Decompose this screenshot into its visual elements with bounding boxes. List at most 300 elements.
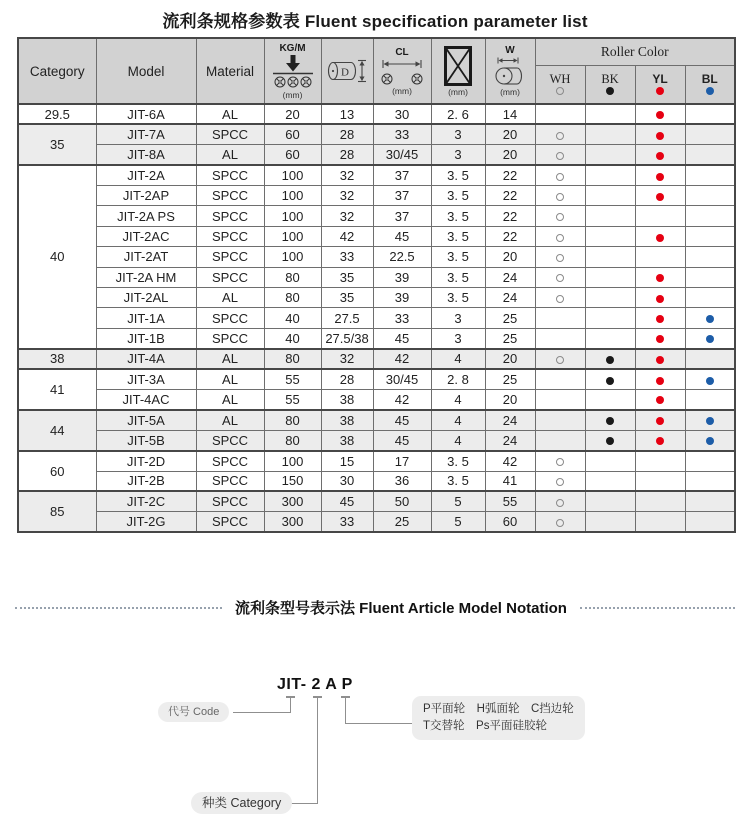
table-row	[18, 349, 735, 369]
cell-t: 3. 5	[431, 165, 485, 185]
cell-d: 32	[321, 165, 373, 185]
cell-d: 13	[321, 104, 373, 124]
cell-color-yl	[635, 410, 685, 430]
cell-t: 3. 5	[431, 247, 485, 267]
cell-color-yl	[635, 308, 685, 328]
table-row	[18, 124, 735, 144]
cell-d: 28	[321, 369, 373, 389]
cell-color-wh	[535, 267, 585, 287]
cell-kgm: 80	[264, 430, 321, 450]
cell-color-bk	[585, 267, 635, 287]
cell-color-bl	[685, 124, 735, 144]
connector-line	[345, 697, 346, 724]
cell-category: 29.5	[18, 104, 96, 124]
cell-material: AL	[196, 410, 264, 430]
table-row	[18, 430, 735, 450]
cell-kgm: 80	[264, 288, 321, 308]
cell-category: 41	[18, 369, 96, 410]
cell-color-wh	[535, 104, 585, 124]
cell-color-bl	[685, 410, 735, 430]
cell-color-wh	[535, 328, 585, 348]
cell-cl: 36	[373, 471, 431, 491]
col-header-wh: WH	[535, 65, 585, 104]
cell-color-bk	[585, 226, 635, 246]
cell-d: 32	[321, 186, 373, 206]
cell-color-bk	[585, 288, 635, 308]
cell-color-yl	[635, 288, 685, 308]
cell-t: 3. 5	[431, 267, 485, 287]
cell-w: 22	[485, 186, 535, 206]
cell-material: AL	[196, 349, 264, 369]
yl-dot	[656, 193, 664, 201]
cell-cl: 45	[373, 226, 431, 246]
col-header-roller-color: Roller Color	[535, 38, 735, 65]
cell-w: 24	[485, 410, 535, 430]
cell-kgm: 80	[264, 267, 321, 287]
cell-w: 22	[485, 165, 535, 185]
col-header-load-capacity	[264, 38, 321, 104]
cell-color-bl	[685, 451, 735, 471]
cell-color-bk	[585, 471, 635, 491]
w-label: W	[505, 45, 515, 56]
col-header-width	[485, 38, 535, 104]
wh-dot	[556, 499, 564, 507]
bl-dot	[706, 315, 714, 323]
cell-kgm: 55	[264, 369, 321, 389]
cell-model: JIT-2B	[96, 471, 196, 491]
cell-color-yl	[635, 104, 685, 124]
table-row	[18, 451, 735, 471]
cell-color-bl	[685, 247, 735, 267]
cell-color-yl	[635, 226, 685, 246]
bk-dot	[606, 356, 614, 364]
cell-category: 38	[18, 349, 96, 369]
cell-color-yl	[635, 471, 685, 491]
cell-t: 3. 5	[431, 471, 485, 491]
col-header-profile	[431, 38, 485, 104]
cell-w: 41	[485, 471, 535, 491]
cell-color-bk	[585, 145, 635, 165]
cell-kgm: 40	[264, 328, 321, 348]
cell-t: 3. 5	[431, 186, 485, 206]
cell-color-bk	[585, 186, 635, 206]
cell-model: JIT-2A HM	[96, 267, 196, 287]
roller-width-icon	[493, 57, 527, 87]
cell-model: JIT-2G	[96, 512, 196, 532]
cell-color-wh	[535, 389, 585, 409]
cell-color-bk	[585, 165, 635, 185]
cell-d: 35	[321, 267, 373, 287]
cell-t: 3. 5	[431, 226, 485, 246]
yl-dot	[656, 356, 664, 364]
dotted-divider-right	[580, 607, 735, 609]
cell-t: 3	[431, 328, 485, 348]
cell-color-yl	[635, 206, 685, 226]
cell-color-wh	[535, 247, 585, 267]
cell-kgm: 55	[264, 389, 321, 409]
cell-color-yl	[635, 186, 685, 206]
cell-color-bk	[585, 451, 635, 471]
wh-dot	[556, 152, 564, 160]
cell-model: JIT-1B	[96, 328, 196, 348]
cell-color-bl	[685, 186, 735, 206]
bl-dot	[706, 417, 714, 425]
rail-cross-section-icon	[443, 45, 473, 87]
wh-dot	[556, 213, 564, 221]
col-header-material: Material	[196, 38, 264, 104]
cell-color-bl	[685, 288, 735, 308]
model-code-example: JIT- 2 A P	[277, 676, 353, 693]
yl-dot	[656, 417, 664, 425]
col-header-model: Model	[96, 38, 196, 104]
bk-dot	[606, 377, 614, 385]
cell-material: SPCC	[196, 430, 264, 450]
yl-dot	[656, 173, 664, 181]
cell-material: SPCC	[196, 512, 264, 532]
cell-color-yl	[635, 512, 685, 532]
cell-color-bl	[685, 206, 735, 226]
cell-w: 14	[485, 104, 535, 124]
connector-line	[345, 723, 412, 724]
bk-dot	[606, 437, 614, 445]
cell-model: JIT-2AL	[96, 288, 196, 308]
cell-material: AL	[196, 288, 264, 308]
cell-cl: 30/45	[373, 369, 431, 389]
table-row	[18, 226, 735, 246]
cell-cl: 33	[373, 124, 431, 144]
cell-w: 42	[485, 451, 535, 471]
cell-d: 28	[321, 124, 373, 144]
cell-material: SPCC	[196, 471, 264, 491]
bl-dot	[706, 437, 714, 445]
cell-cl: 39	[373, 267, 431, 287]
cell-color-bk	[585, 124, 635, 144]
yl-dot	[656, 274, 664, 282]
cell-w: 24	[485, 430, 535, 450]
cell-w: 22	[485, 206, 535, 226]
cell-d: 27.5	[321, 308, 373, 328]
cell-cl: 45	[373, 328, 431, 348]
cell-color-wh	[535, 206, 585, 226]
wh-dot	[556, 356, 564, 364]
cell-color-bk	[585, 104, 635, 124]
cell-color-bl	[685, 491, 735, 511]
header-row-main	[18, 38, 735, 65]
table-row	[18, 410, 735, 430]
cell-t: 5	[431, 512, 485, 532]
table-row	[18, 267, 735, 287]
cell-model: JIT-4AC	[96, 389, 196, 409]
cell-material: SPCC	[196, 226, 264, 246]
table-row	[18, 308, 735, 328]
cell-t: 3	[431, 308, 485, 328]
cell-kgm: 60	[264, 124, 321, 144]
cell-model: JIT-2D	[96, 451, 196, 471]
col-header-bl: BL	[685, 65, 735, 104]
cell-d: 38	[321, 410, 373, 430]
cell-kgm: 100	[264, 226, 321, 246]
load-capacity-rollers-icon	[270, 55, 316, 90]
table-row	[18, 512, 735, 532]
cell-color-wh	[535, 308, 585, 328]
cell-color-bl	[685, 430, 735, 450]
table-row	[18, 165, 735, 185]
yl-dot	[656, 377, 664, 385]
cell-color-yl	[635, 124, 685, 144]
cell-t: 2. 8	[431, 369, 485, 389]
cell-d: 33	[321, 512, 373, 532]
cell-color-wh	[535, 430, 585, 450]
cell-color-bl	[685, 369, 735, 389]
blue-dot-icon	[706, 87, 714, 95]
cell-kgm: 100	[264, 451, 321, 471]
cell-t: 3	[431, 145, 485, 165]
cell-color-yl	[635, 145, 685, 165]
cell-color-yl	[635, 491, 685, 511]
yl-dot	[656, 132, 664, 140]
table-row	[18, 369, 735, 389]
cell-w: 25	[485, 328, 535, 348]
cell-kgm: 80	[264, 410, 321, 430]
cell-color-wh	[535, 369, 585, 389]
yl-dot	[656, 437, 664, 445]
cell-d: 15	[321, 451, 373, 471]
cell-material: SPCC	[196, 165, 264, 185]
cell-color-yl	[635, 165, 685, 185]
table-row	[18, 145, 735, 165]
cell-kgm: 80	[264, 349, 321, 369]
white-circle-icon	[556, 87, 564, 95]
cell-cl: 25	[373, 512, 431, 532]
bl-dot	[706, 335, 714, 343]
cell-model: JIT-2AT	[96, 247, 196, 267]
code-label: 代号 Code	[158, 702, 229, 722]
cell-model: JIT-2AP	[96, 186, 196, 206]
roller-center-distance-icon	[377, 59, 427, 86]
wheel-type-line1: P平面轮 H弧面轮 C挡边轮	[423, 703, 574, 715]
cell-model: JIT-7A	[96, 124, 196, 144]
cell-color-bk	[585, 389, 635, 409]
cell-material: SPCC	[196, 451, 264, 471]
page-title: 流利条规格参数表 Fluent specification parameter list	[162, 12, 588, 31]
cell-model: JIT-5B	[96, 430, 196, 450]
cell-color-wh	[535, 288, 585, 308]
cell-kgm: 60	[264, 145, 321, 165]
svg-text:D: D	[341, 66, 349, 79]
cell-d: 28	[321, 145, 373, 165]
cell-category: 35	[18, 124, 96, 165]
cell-material: AL	[196, 389, 264, 409]
cell-color-yl	[635, 430, 685, 450]
cell-kgm: 100	[264, 165, 321, 185]
yl-dot	[656, 335, 664, 343]
cell-d: 32	[321, 349, 373, 369]
wh-dot	[556, 458, 564, 466]
cell-color-bl	[685, 328, 735, 348]
cell-material: SPCC	[196, 328, 264, 348]
cell-kgm: 100	[264, 186, 321, 206]
cell-model: JIT-5A	[96, 410, 196, 430]
cell-color-bk	[585, 349, 635, 369]
yl-dot	[656, 396, 664, 404]
cell-t: 5	[431, 491, 485, 511]
cell-model: JIT-2C	[96, 491, 196, 511]
cell-color-bl	[685, 389, 735, 409]
black-dot-icon	[606, 87, 614, 95]
cell-kgm: 100	[264, 206, 321, 226]
cell-color-bk	[585, 247, 635, 267]
section2-header	[15, 597, 735, 618]
col-header-diameter	[321, 38, 373, 104]
cell-t: 4	[431, 410, 485, 430]
bl-dot	[706, 377, 714, 385]
connector-line	[290, 697, 291, 713]
cell-color-yl	[635, 349, 685, 369]
cell-d: 45	[321, 491, 373, 511]
cell-cl: 33	[373, 308, 431, 328]
table-row	[18, 247, 735, 267]
table-row	[18, 104, 735, 124]
cell-color-yl	[635, 267, 685, 287]
section2-title: 流利条型号表示法 Fluent Article Model Notation	[235, 600, 567, 617]
cell-color-yl	[635, 369, 685, 389]
cell-cl: 42	[373, 389, 431, 409]
cell-kgm: 20	[264, 104, 321, 124]
red-dot-icon	[656, 87, 664, 95]
cell-d: 27.5/38	[321, 328, 373, 348]
cell-model: JIT-1A	[96, 308, 196, 328]
cell-t: 4	[431, 389, 485, 409]
cell-color-wh	[535, 226, 585, 246]
cell-material: SPCC	[196, 206, 264, 226]
w-unit: (mm)	[500, 87, 520, 97]
cell-color-bk	[585, 491, 635, 511]
cell-color-wh	[535, 512, 585, 532]
cell-color-bl	[685, 145, 735, 165]
cell-color-bk	[585, 410, 635, 430]
cell-t: 3. 5	[431, 206, 485, 226]
cell-material: AL	[196, 145, 264, 165]
cell-d: 42	[321, 226, 373, 246]
wh-dot	[556, 295, 564, 303]
cell-model: JIT-2A	[96, 165, 196, 185]
kgm-label: KG/M	[279, 42, 306, 54]
cell-cl: 45	[373, 430, 431, 450]
cell-w: 20	[485, 124, 535, 144]
cell-color-yl	[635, 451, 685, 471]
cell-material: SPCC	[196, 308, 264, 328]
connector-line	[317, 697, 318, 804]
cell-material: AL	[196, 104, 264, 124]
col-header-yl: YL	[635, 65, 685, 104]
cell-kgm: 40	[264, 308, 321, 328]
cell-w: 24	[485, 267, 535, 287]
wh-dot	[556, 478, 564, 486]
kgm-unit: (mm)	[282, 89, 303, 100]
cell-color-wh	[535, 410, 585, 430]
cell-w: 20	[485, 349, 535, 369]
cell-color-bk	[585, 328, 635, 348]
category-label: 种类 Category	[191, 792, 292, 814]
cell-w: 25	[485, 369, 535, 389]
yl-dot	[656, 152, 664, 160]
table-row	[18, 328, 735, 348]
cell-d: 33	[321, 247, 373, 267]
cell-color-yl	[635, 389, 685, 409]
cell-color-wh	[535, 145, 585, 165]
cell-w: 55	[485, 491, 535, 511]
cell-cl: 42	[373, 349, 431, 369]
cell-cl: 45	[373, 410, 431, 430]
cell-kgm: 100	[264, 247, 321, 267]
cell-color-bk	[585, 308, 635, 328]
cell-color-wh	[535, 451, 585, 471]
col-header-center-distance	[373, 38, 431, 104]
cell-d: 38	[321, 389, 373, 409]
cell-cl: 50	[373, 491, 431, 511]
wh-dot	[556, 173, 564, 181]
wh-dot	[556, 254, 564, 262]
cell-material: SPCC	[196, 124, 264, 144]
cell-color-wh	[535, 471, 585, 491]
cell-model: JIT-2A PS	[96, 206, 196, 226]
cell-w: 60	[485, 512, 535, 532]
yl-dot	[656, 315, 664, 323]
bk-dot	[606, 417, 614, 425]
cell-model: JIT-4A	[96, 349, 196, 369]
wh-dot	[556, 274, 564, 282]
table-row	[18, 389, 735, 409]
yl-dot	[656, 234, 664, 242]
cell-cl: 37	[373, 186, 431, 206]
spec-table	[17, 37, 736, 533]
wheel-type-line2: T交替轮 Ps平面硅胶轮	[423, 720, 547, 732]
table-row	[18, 186, 735, 206]
cl-unit: (mm)	[392, 85, 412, 96]
cell-color-bl	[685, 512, 735, 532]
cell-w: 24	[485, 288, 535, 308]
cell-material: SPCC	[196, 491, 264, 511]
cell-t: 4	[431, 430, 485, 450]
cell-color-yl	[635, 247, 685, 267]
cell-w: 20	[485, 389, 535, 409]
cell-t: 4	[431, 349, 485, 369]
cell-t: 3	[431, 124, 485, 144]
cell-w: 20	[485, 247, 535, 267]
cell-t: 2. 6	[431, 104, 485, 124]
cell-cl: 30	[373, 104, 431, 124]
wheel-type-legend	[412, 696, 585, 740]
cell-model: JIT-8A	[96, 145, 196, 165]
cell-w: 25	[485, 308, 535, 328]
cell-material: SPCC	[196, 247, 264, 267]
cell-model: JIT-2AC	[96, 226, 196, 246]
cell-color-wh	[535, 349, 585, 369]
cell-cl: 17	[373, 451, 431, 471]
cell-cl: 37	[373, 206, 431, 226]
wh-dot	[556, 132, 564, 140]
table-row	[18, 288, 735, 308]
cell-kgm: 300	[264, 512, 321, 532]
cell-kgm: 150	[264, 471, 321, 491]
profile-unit: (mm)	[448, 87, 468, 97]
cl-label: CL	[395, 46, 409, 58]
cell-category: 60	[18, 451, 96, 492]
table-row	[18, 206, 735, 226]
dotted-divider-left	[15, 607, 222, 609]
cell-color-bk	[585, 206, 635, 226]
cell-color-bl	[685, 308, 735, 328]
